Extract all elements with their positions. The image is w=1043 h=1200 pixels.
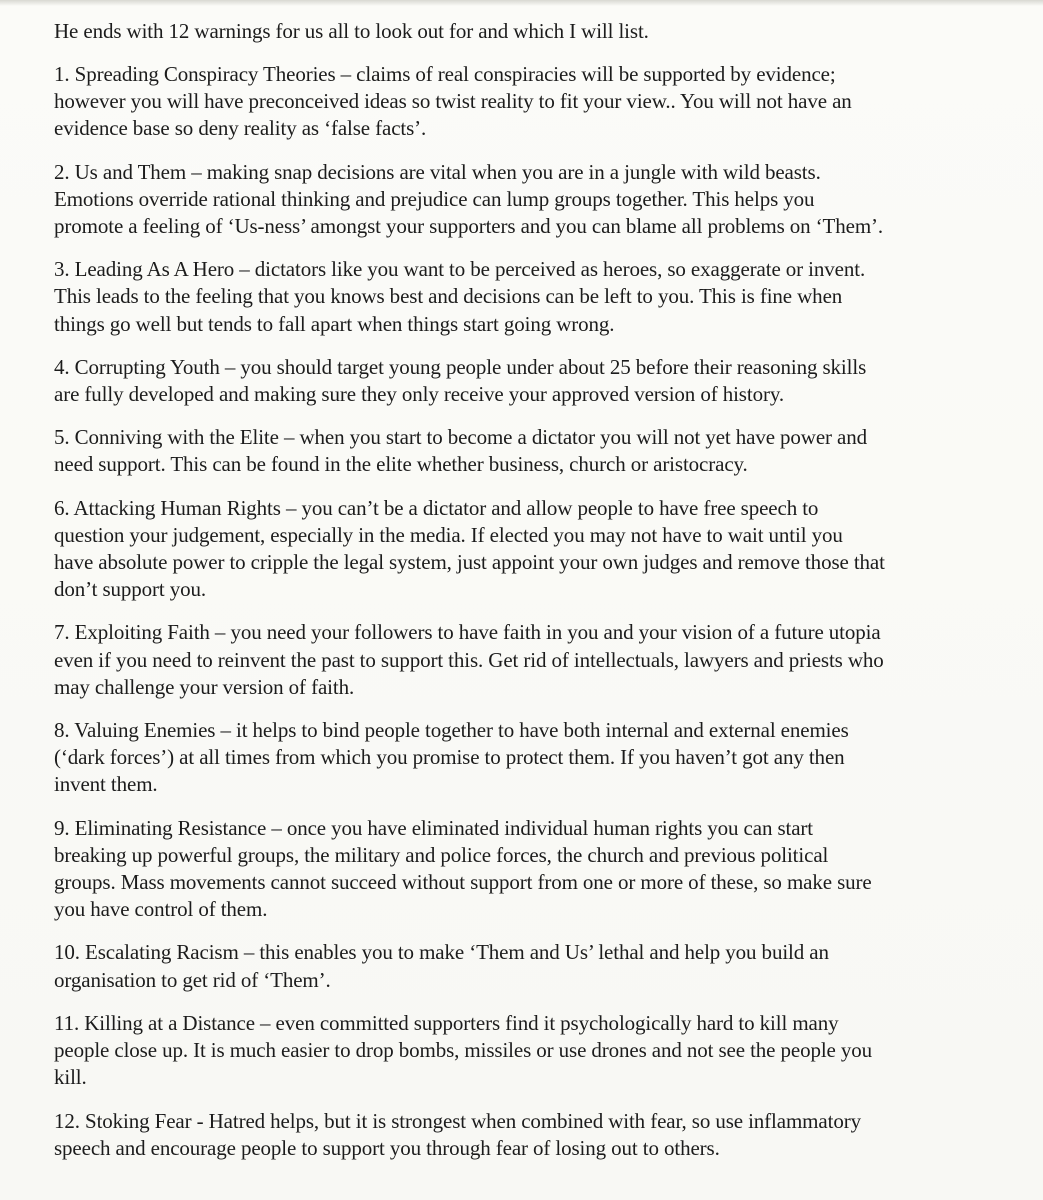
warning-7-line-2: even if you need to reinvent the past to support this. Get rid of intellectuals, lawyers and priests who [54,647,884,672]
warning-11-line-1: 11. Killing at a Distance – even committed supporters find it psychologically hard to kill many [54,1010,839,1035]
warning-6-line-1: 6. Attacking Human Rights – you can’t be a dictator and allow people to have free speech to [54,495,819,520]
page-bottom-space [54,1178,1013,1198]
warning-item-8 [54,717,1013,799]
warning-2-line-3: promote a feeling of ‘Us-ness’ amongst your supporters and you can blame all problems on ‘Them’. [54,214,884,239]
warning-11-line-3: kill. [54,1065,87,1090]
warning-10-line-1: 10. Escalating Racism – this enables you to make ‘Them and Us’ lethal and help you build an [54,940,829,965]
warning-8-line-2: (‘dark forces’) at all times from which you promise to protect them. If you haven’t got any then [54,745,845,770]
warning-3-line-1: 3. Leading As A Hero – dictators like you want to be perceived as heroes, so exaggerate or invent. [54,257,866,282]
warning-item-11 [54,1010,1013,1092]
warning-1-line-3: evidence base so deny reality as ‘false facts’. [54,116,427,141]
warning-6-line-4: don’t support you. [54,577,207,602]
warning-8-line-1: 8. Valuing Enemies – it helps to bind people together to have both internal and external enemies [54,718,849,743]
warning-item-10 [54,939,1013,993]
warning-3-line-2: This leads to the feeling that you knows best and decisions can be left to you. This is fine when [54,284,843,309]
warning-6-line-3: have absolute power to cripple the legal system, just appoint your own judges and remove those that [54,550,885,575]
warning-12-line-2: speech and encourage people to support you through fear of losing out to others. [54,1135,720,1160]
warning-12-line-1: 12. Stoking Fear - Hatred helps, but it is strongest when combined with fear, so use inflammatory [54,1108,861,1133]
warning-1-line-2: however you will have preconceived ideas so twist reality to fit your view.. You will not have an [54,89,852,114]
warning-6-line-2: question your judgement, especially in the media. If elected you may not have to wait until you [54,522,843,547]
warning-item-9 [54,815,1013,924]
warning-9-line-4: you have control of them. [54,897,268,922]
warning-item-3 [54,256,1013,338]
warning-2-line-1: 2. Us and Them – making snap decisions are vital when you are in a jungle with wild beasts. [54,159,821,184]
scan-top-edge [0,0,1043,6]
warning-5-line-2: need support. This can be found in the elite whether business, church or aristocracy. [54,452,748,477]
warning-item-2 [54,159,1013,241]
warning-4-line-1: 4. Corrupting Youth – you should target young people under about 25 before their reasoning skills [54,354,867,379]
warning-2-line-2: Emotions override rational thinking and prejudice can lump groups together. This helps you [54,186,815,211]
intro-paragraph: He ends with 12 warnings for us all to look out for and which I will list. [54,19,649,43]
warning-4-line-2: are fully developed and making sure they only receive your approved version of history. [54,382,784,407]
warning-item-5 [54,424,1013,478]
warning-11-line-2: people close up. It is much easier to drop bombs, missiles or use drones and not see the people you [54,1038,873,1063]
warning-item-6 [54,495,1013,604]
warning-9-line-1: 9. Eliminating Resistance – once you have eliminated individual human rights you can start [54,815,814,840]
warning-7-line-1: 7. Exploiting Faith – you need your followers to have faith in you and your vision of a future utopia [54,620,881,645]
warning-9-line-2: breaking up powerful groups, the military and police forces, the church and previous political [54,842,829,867]
warning-item-7 [54,619,1013,701]
warning-item-1 [54,61,1013,143]
warning-8-line-3: invent them. [54,772,158,797]
warning-10-line-2: organisation to get rid of ‘Them’. [54,967,331,992]
warning-7-line-3: may challenge your version of faith. [54,674,355,699]
warning-3-line-3: things go well but tends to fall apart when things start going wrong. [54,311,615,336]
warning-item-4 [54,354,1013,408]
warning-1-line-1: 1. Spreading Conspiracy Theories – claims of real conspiracies will be supported by evidence; [54,62,836,86]
warning-item-12 [54,1108,1013,1162]
warning-9-line-3: groups. Mass movements cannot succeed without support from one or more of these, so make sure [54,870,872,895]
warning-5-line-1: 5. Conniving with the Elite – when you start to become a dictator you will not yet have power and [54,425,868,450]
